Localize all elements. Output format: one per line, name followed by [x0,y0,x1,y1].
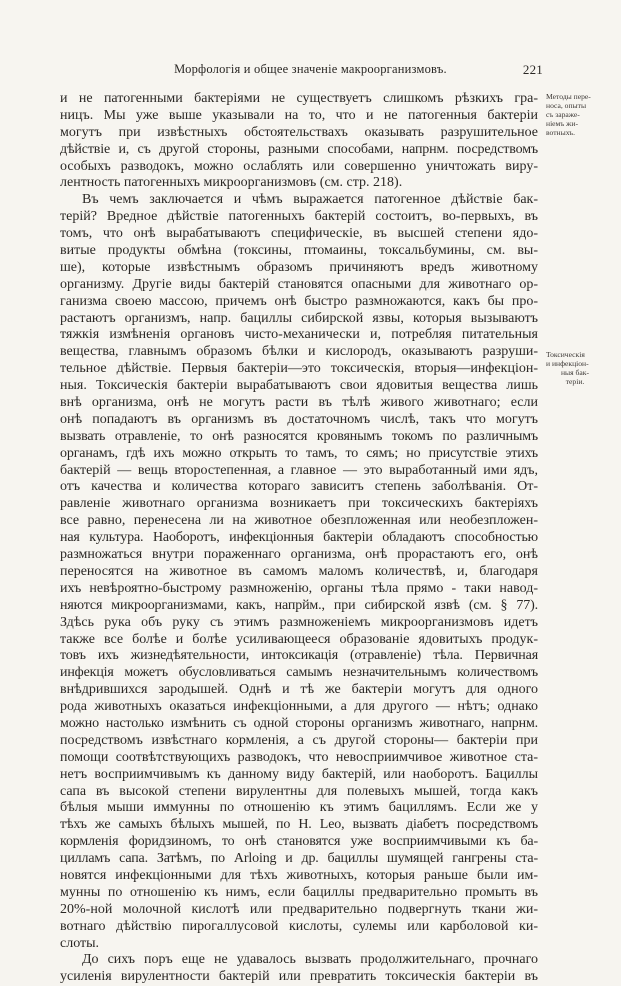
text-line: бѣлыя мыши иммунны по отношенію къ этимъ бациллямъ. Если же у [60,800,538,816]
text-line: вызвать отравленіе, то онѣ разносятся кровянымъ токомъ по различнымъ [60,428,538,444]
header-title: Морфологія и общее значеніе макроорганизмовъ. [174,62,447,76]
margin-note-line: Токсическія [546,350,585,359]
text-line: помощи соотвѣтствующихъ разводокъ, что невосприимчивое животное ста- [60,749,538,765]
text-line: особыхъ разводокъ, можно ослаблять или совершенно уничтожать виру- [60,158,538,174]
text-line: ная культура. Наоборотъ, инфекціонныя бактеріи обладаютъ способностью [60,530,538,546]
text-line: усиленія вирулентности бактерій или превратить токсическія бактеріи въ [60,969,538,985]
text-line: посредствомъ извѣстнаго кормленія, а съ другой стороны— бактеріи при [60,732,538,748]
text-line: внѣ организма, онѣ не могутъ расти въ тѣлѣ живого животнаго; если [60,395,538,411]
text-line: и не патогенными бактеріями не существуетъ слишкомъ рѣзкихъ гра- [60,91,538,106]
text-line: лентность патогенныхъ микроорганизмовъ (см. стр. 218). [60,175,403,191]
text-line: ныя. Токсическія бактеріи вырабатываютъ свои ядовитыя вещества лишь [60,378,538,394]
text-line: все равно, перенесена ли на животное обезпложенная или необезпложен- [60,513,538,529]
margin-note-line: и инфекціон- [546,358,589,368]
margin-note-line: теріи. [565,376,585,386]
text-line: витые продукты обмѣна (токсины, птомаины, токсальбумины, см. вы- [60,243,538,259]
text-line: внѣдрившихся зародышей. Однѣ и тѣ же бактеріи могутъ для одного [60,682,538,698]
text-line: онѣ попадаютъ въ организмъ въ достаточномъ числѣ, такъ что могутъ [60,411,538,427]
text-line: отъ качества и количества котораго зависитъ степень заболѣванія. От- [60,479,538,495]
margin-note-line: вотныхъ. [546,127,576,137]
text-line: ихъ невѣроятно-быстрому размноженію, органы тѣла прямо - таки навод- [60,580,538,596]
margin-note-line: ныя бак- [560,367,589,377]
margin-note-transfer-methods [546,93,604,138]
text-line: терій? Вредное дѣйствіе патогенныхъ бактерій состоитъ, во-первыхъ, въ [60,209,538,225]
text-line: инфекція можетъ обусловливаться самымъ незначительнымъ количествомъ [60,665,538,681]
text-line: тѣхъ же самыхъ бѣлыхъ мышей, по Н. Leo, вызвать діабетъ посредствомъ [60,817,538,833]
text-line: могутъ при извѣстныхъ обстоятельствахъ оказывать разрушительное [60,124,538,140]
text-line: товъ ихъ жизнедѣятельности, интоксикація (отравленіе) тѣла. Первичная [60,648,538,664]
text-line: цилламъ сапа. Затѣмъ, по Arloing и др. бациллы шумящей гангрены ста- [60,851,538,867]
text-line: растаютъ организмъ, напр. бациллы сибирской язвы, которыя вызываютъ [60,310,538,326]
text-line: переносятся на животное въ самомъ маломъ количествѣ, и, благодаря [60,563,538,579]
margin-note-line: носа, опыты [546,100,587,110]
text-line: кормленія форидзиномъ, то онѣ становятся уже восприимчивыми къ ба- [60,834,538,850]
text-line: 20%-ной молочной кислотѣ или предварительно подвергнуть ткани жи- [60,901,538,917]
text-line: вотнаго дѣйствію пирогаллусовой кислоты, сулемы или карболовой ки- [60,918,538,934]
text-line: няются микроорганизмами, какъ, напрйм., при сибирской язвѣ (см. § 77). [60,597,538,613]
text-line: дѣйствіе и, съ другой стороны, разными способами, напрнм. посредствомъ [60,141,538,157]
text-line: слоты. [60,935,100,951]
text-line: томъ, что онѣ вырабатываютъ специфическіе, въ высшей степени ядо- [60,226,538,242]
text-line: ницъ. Мы уже выше указывали на то, что и не патогенныя бактеріи [60,107,538,123]
text-line: равленіе животнаго организма возникаетъ при токсическихъ бактеріяхъ [60,496,538,512]
text-line: новятся инфекціонными для тѣхъ животныхъ, которыя раньше были им- [60,867,538,883]
text-line: нетъ восприимчивымъ къ данному виду бактерій, или наоборотъ. Бациллы [60,766,538,782]
text-line: тяжкія измѣненія органовъ чисто-механически и, потребляя питательныя [60,327,538,343]
text-line: можно настолько измѣнить съ одной стороны организмъ животнаго, напрнм. [60,715,538,731]
text-line: мунны по отношенію къ нимъ, если бациллы предварительно промыть въ [60,884,538,900]
running-header [0,62,621,78]
text-line: Здѣсь рука объ руку съ этимъ размноженіемъ микроорганизмовъ идетъ [60,614,538,630]
text-line: рода животныхъ оказаться инфекціонными, а для другого — нѣтъ; однако [60,699,538,715]
text-line: организму. Другіе виды бактерій становятся опасными для животнаго ор- [60,276,538,292]
text-line: Въ чемъ заключается и чѣмъ выражается патогенное дѣйствіе бак- [82,192,538,208]
text-line: вещества, главнымъ образомъ бѣлки и кислородъ, оказываютъ разруши- [60,344,538,360]
text-line: До сихъ поръ еще не удавалось вызвать продолжительнаго, прочнаго [82,952,538,968]
body-text [60,91,538,986]
text-line: органамъ, гдѣ ихъ можно открыть то тамъ, то сямъ; но присутствіе этихъ [60,445,538,461]
margin-note-toxic-infectious [546,351,604,387]
text-line: бактерій — вещь второстепенная, а главное — это выработанный ими ядъ, [60,462,538,478]
margin-note-line: Методы пере- [546,92,591,101]
margin-note-line: съ зараже- [546,109,580,119]
text-line: ше), которые извѣстнымъ образомъ причиняютъ вредъ животному [60,259,538,275]
margin-note-line: ніемъ жи- [546,118,579,128]
text-line: ганизма своею массою, причемъ онѣ быстро размножаются, какъ бы про- [60,293,538,309]
text-line: тельное дѣйствіе. Первыя бактеріи—это токсическія, вторыя—инфекціон- [60,361,538,377]
text-line: также все болѣе и болѣе усиливающееся образованіе ядовитыхъ продук- [60,631,538,647]
page-number: 221 [522,62,543,77]
text-line: размножаться внутри пораженнаго организма, онѣ прорастаютъ его, онѣ [60,547,538,563]
text-line: сапа въ высокой степени вирулентны для полевыхъ мышей, тогда какъ [60,783,538,799]
